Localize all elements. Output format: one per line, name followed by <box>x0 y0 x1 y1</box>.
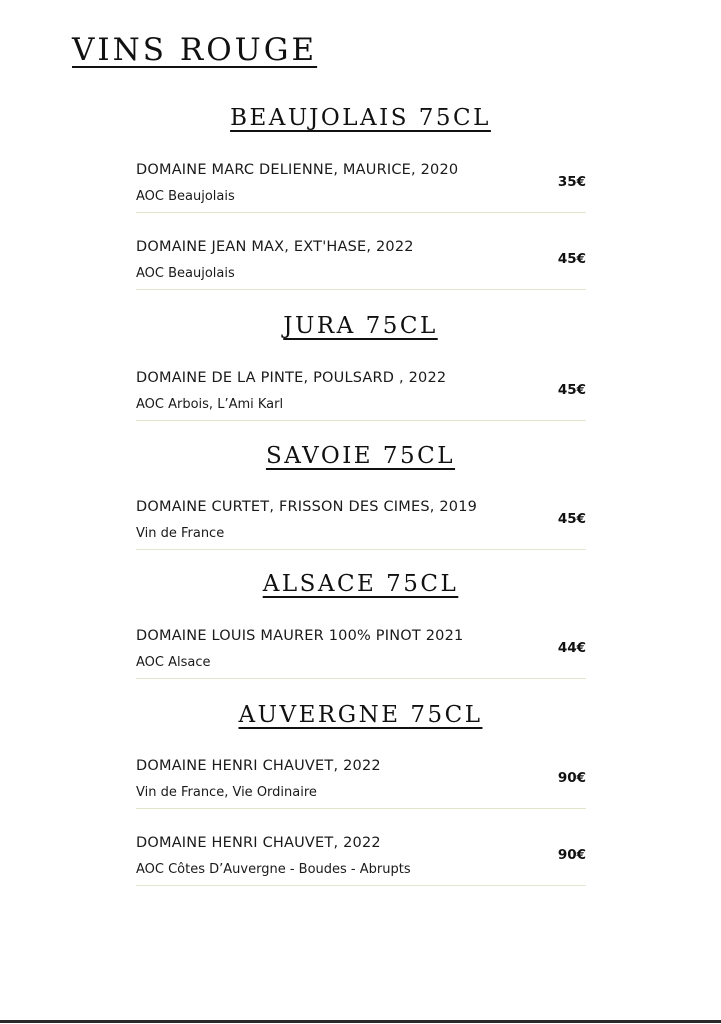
wine-price: 90€ <box>557 847 586 863</box>
section-title-jura: JURA 75CL <box>283 313 438 339</box>
wine-name: DOMAINE HENRI CHAUVET, 2022 <box>136 835 381 851</box>
wine-appellation: Vin de France <box>136 526 225 541</box>
wine-name: DOMAINE HENRI CHAUVET, 2022 <box>136 758 381 774</box>
wine-price: 45€ <box>557 382 586 398</box>
wine-price: 45€ <box>557 251 586 267</box>
wine-appellation: AOC Beaujolais <box>136 189 235 204</box>
wine-appellation: AOC Côtes D’Auvergne - Boudes - Abrupts <box>136 862 411 877</box>
wine-item <box>136 370 586 421</box>
section-title-beaujolais: BEAUJOLAIS 75CL <box>230 105 491 131</box>
wine-price: 35€ <box>557 174 586 190</box>
wine-item <box>136 758 586 809</box>
wine-name: DOMAINE LOUIS MAURER 100% PINOT 2021 <box>136 628 464 644</box>
wine-price: 44€ <box>557 640 586 656</box>
wine-item <box>136 499 586 550</box>
wine-appellation: AOC Arbois, L’Ami Karl <box>136 397 284 412</box>
section-title-alsace: ALSACE 75CL <box>262 571 459 597</box>
wine-appellation: Vin de France, Vie Ordinaire <box>136 785 317 800</box>
wine-item <box>136 835 586 886</box>
page-title: VINS ROUGE <box>72 32 318 68</box>
wine-appellation: AOC Beaujolais <box>136 266 235 281</box>
wine-item <box>136 239 586 290</box>
wine-price: 90€ <box>557 770 586 786</box>
wine-appellation: AOC Alsace <box>136 655 211 670</box>
wine-item <box>136 162 586 213</box>
wine-price: 45€ <box>557 511 586 527</box>
footer-divider <box>0 1020 721 1023</box>
wine-item <box>136 628 586 679</box>
wine-name: DOMAINE DE LA PINTE, POULSARD , 2022 <box>136 370 447 386</box>
wine-name: DOMAINE CURTET, FRISSON DES CIMES, 2019 <box>136 499 478 515</box>
section-title-auvergne: AUVERGNE 75CL <box>238 702 483 728</box>
wine-name: DOMAINE JEAN MAX, EXT'HASE, 2022 <box>136 239 414 255</box>
wine-name: DOMAINE MARC DELIENNE, MAURICE, 2020 <box>136 162 459 178</box>
section-title-savoie: SAVOIE 75CL <box>265 443 456 469</box>
